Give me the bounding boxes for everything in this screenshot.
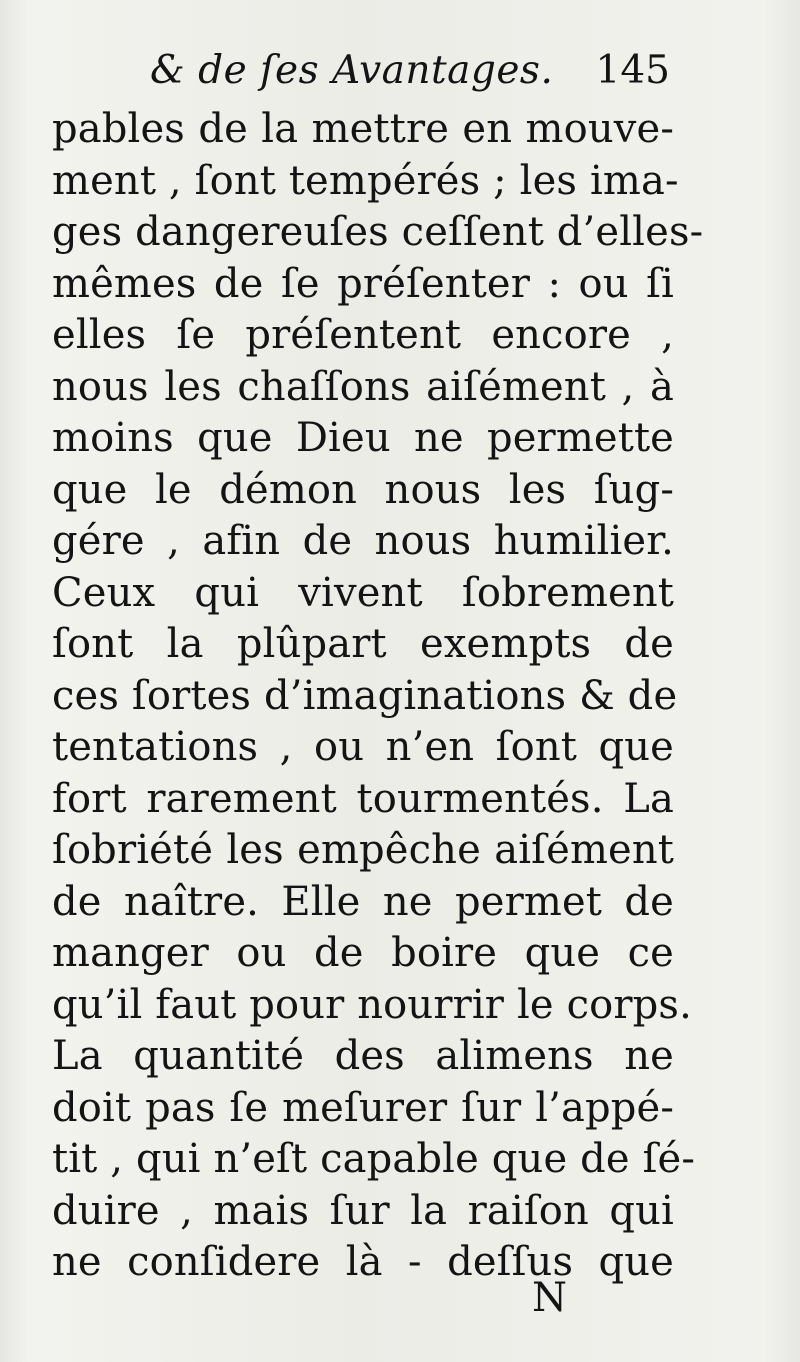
text-line: ment , ſont tempérés ; les ima- [52,157,679,204]
text-line: duire , mais ſur la raiſon qui [52,1187,674,1234]
text-line: La quantité des alimens ne [52,1033,674,1079]
text-line: doit pas ſe meſurer ſur l’appé- [52,1084,674,1131]
catchword: N [532,1275,567,1321]
text-line: tit , qui n’eſt capable que de ſé- [52,1136,696,1182]
running-title: & de ſes Avantages. [150,48,554,93]
text-line: Ceux qui vivent ſobrement [52,569,674,616]
text-line: qu’il faut pour nourrir le corps. [52,981,692,1028]
text-line: moins que Dieu ne permette [52,415,674,461]
text-line: ſobriété les empêche aiſément [52,827,674,873]
text-line: de naître. Elle ne permet de [52,878,674,925]
page-number: 145 [595,48,670,93]
text-line: ſont la plûpart exempts de [52,621,674,667]
text-line: manger ou de boire que ce [52,930,674,976]
text-line: ne conſidere là - deſſus que [52,1239,674,1285]
text-line: elles ſe préſentent encore , [52,312,674,358]
text-line: gére , afin de nous humilier. [52,518,674,564]
text-line: mêmes de ſe préſenter : ou ſi [52,260,674,307]
text-line: que le démon nous les ſug- [52,466,674,513]
page-header [150,48,670,102]
main-text [52,104,704,1289]
text-line: nous les chaſſons aiſément , à [52,363,674,410]
text-line: ges dangereuſes ceſſent d’elles- [52,209,704,255]
text-line: pables de la mettre en mouve- [52,106,674,152]
text-line: fort rarement tourmentés. La [52,775,674,822]
text-line: tentations , ou n’en ſont que [52,724,674,770]
text-line: ces ſortes d’imaginations & de [52,672,678,719]
